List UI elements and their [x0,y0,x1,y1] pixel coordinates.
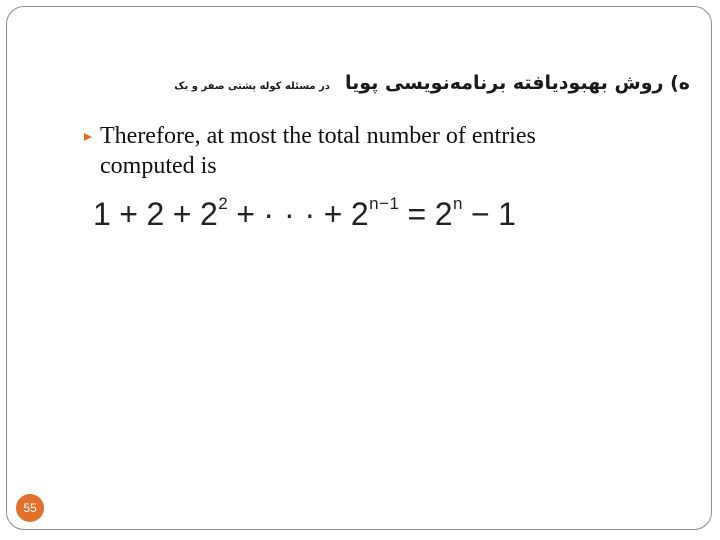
slide-title [174,72,690,94]
formula-term-5: 2$^n$ [434,194,463,232]
title-main: ه) روش بهبودیافته برنامه‌نویسی پویا [345,72,690,94]
title-subtitle: در مسئله کوله پشتی صفر و یک [174,81,330,92]
formula-minus: − [470,196,491,232]
sum-formula [93,196,516,233]
formula-plus-1: + [119,196,139,232]
formula-term-1: 1 [93,196,112,232]
formula-term-2: 2 [146,196,165,232]
formula-plus-3: + [236,196,256,232]
formula-ellipsis: · · · [263,196,316,232]
bullet-text-line-1: Therefore, at most the total number of entries [100,123,536,149]
formula-term-3: $2^2$ [199,194,229,232]
formula-term-6: 1 [498,196,517,232]
page-number-badge: 55 [16,494,44,522]
formula-term-4: $2^{n-1}$ [350,194,400,232]
formula-equals: = [407,196,427,232]
formula-plus-4: + [323,196,343,232]
formula-plus-2: + [172,196,192,232]
bullet-text-line-2: computed is [100,153,217,179]
bullet-item [86,121,646,181]
